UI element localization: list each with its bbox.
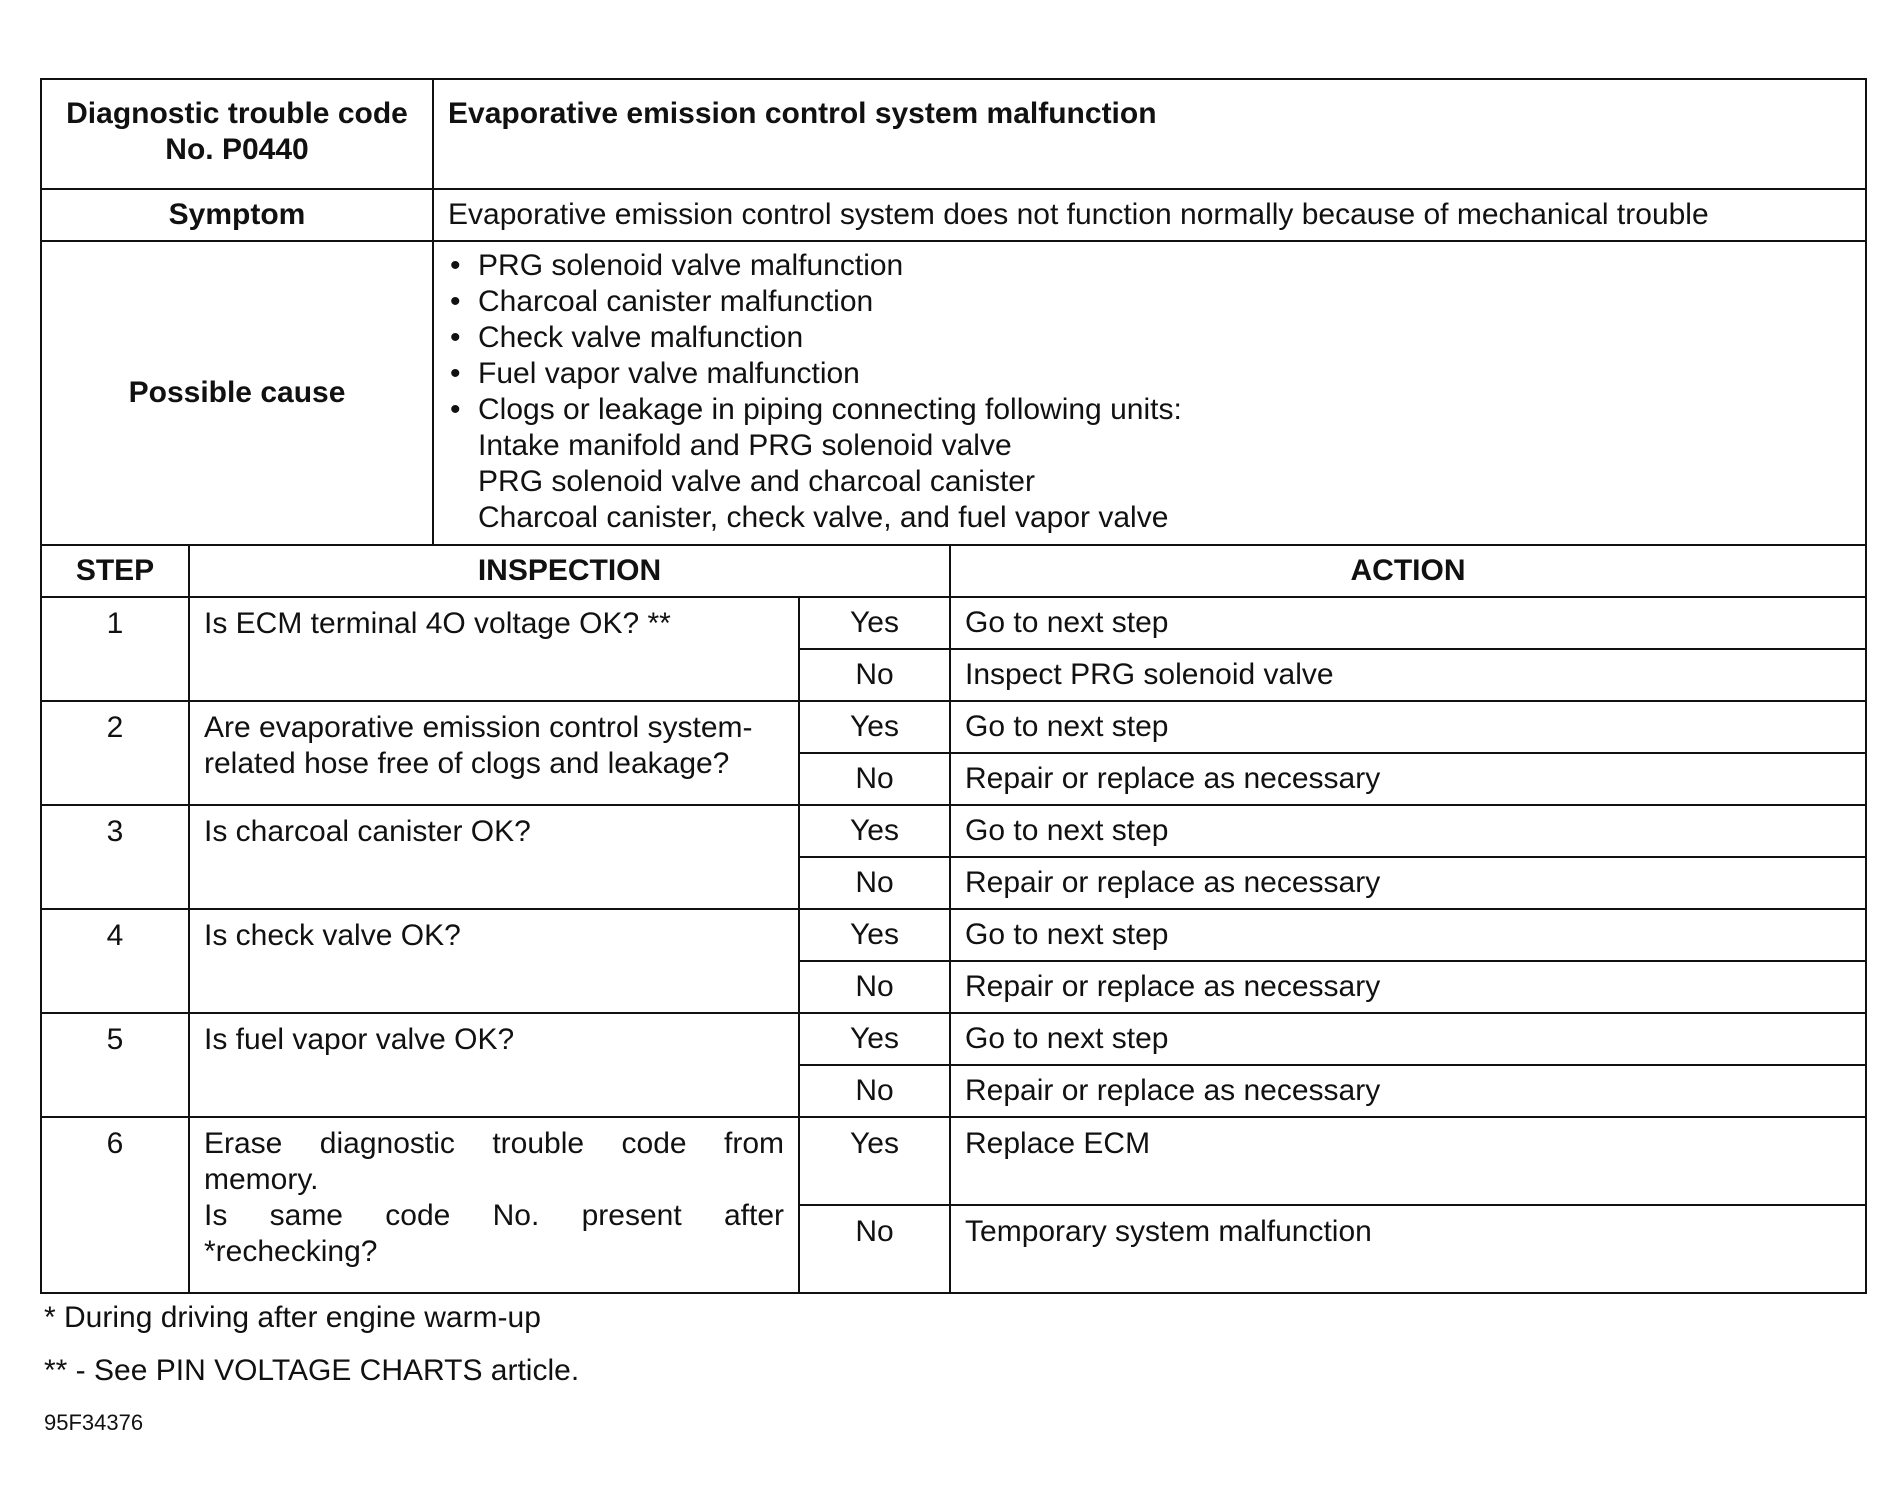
cause-sub-item: Intake manifold and PRG solenoid valve [478,429,1012,462]
no-label: No [799,1205,950,1293]
table-row [41,805,1866,857]
step-number: 3 [41,805,189,909]
inspection-question: Are evaporative emission control system-related hose free of clogs and leakage? [189,701,799,805]
yes-action: Go to next step [950,701,1866,753]
table-row [41,597,1866,649]
step-number: 4 [41,909,189,1013]
inspection-column-heading: INSPECTION [189,545,950,597]
table-row [41,909,1866,961]
yes-label: Yes [799,1117,950,1205]
cause-item: Clogs or leakage in piping connecting following units: [478,393,1182,426]
dtc-code-label: Diagnostic trouble code No. P0440 [41,79,433,189]
step-number: 1 [41,597,189,701]
symptom-label: Symptom [41,189,433,241]
no-action: Repair or replace as necessary [950,857,1866,909]
cause-item-piping [448,392,1851,536]
yes-label: Yes [799,805,950,857]
action-column-heading: ACTION [950,545,1866,597]
possible-cause-label: Possible cause [41,241,433,545]
footnote-recheck: * During driving after engine warm-up [44,1301,541,1334]
step-number: 6 [41,1117,189,1293]
cause-item: • Charcoal canister malfunction [448,284,1851,320]
yes-action: Go to next step [950,597,1866,649]
yes-action: Go to next step [950,805,1866,857]
step-column-heading: STEP [41,545,189,597]
possible-cause-list [433,241,1866,545]
yes-action: Go to next step [950,1013,1866,1065]
no-action: Temporary system malfunction [950,1205,1866,1293]
inspection-line: Is same code No. present after *rechecking? [204,1199,785,1268]
yes-action: Go to next step [950,909,1866,961]
cause-sub-item: Charcoal canister, check valve, and fuel vapor valve [478,501,1169,534]
table-row [41,1117,1866,1205]
no-label: No [799,961,950,1013]
symptom-text: Evaporative emission control system does not function normally because of mechanical trouble [433,189,1866,241]
inspection-question: Is ECM terminal 4O voltage OK? ** [189,597,799,701]
no-label: No [799,857,950,909]
symptom-row [41,189,1866,241]
possible-cause-row [41,241,1866,545]
footnote-pin-voltage: ** - See PIN VOLTAGE CHARTS article. [44,1354,580,1387]
header-row [41,79,1866,189]
cause-item: • Fuel vapor valve malfunction [448,356,1851,392]
inspection-question: Is charcoal canister OK? [189,805,799,909]
cause-bullet-list [448,248,1851,536]
inspection-question: Is fuel vapor valve OK? [189,1013,799,1117]
inspection-question [189,1117,799,1293]
cause-item: • Check valve malfunction [448,320,1851,356]
no-action: Inspect PRG solenoid valve [950,649,1866,701]
yes-label: Yes [799,1013,950,1065]
no-action: Repair or replace as necessary [950,961,1866,1013]
no-action: Repair or replace as necessary [950,1065,1866,1117]
step-number: 2 [41,701,189,805]
no-label: No [799,753,950,805]
column-heading-row [41,545,1866,597]
yes-action: Replace ECM [950,1117,1866,1205]
diagnostic-table [40,78,1867,1294]
yes-label: Yes [799,597,950,649]
yes-label: Yes [799,701,950,753]
inspection-question: Is check valve OK? [189,909,799,1013]
cause-item: • PRG solenoid valve malfunction [448,248,1851,284]
dtc-title: Evaporative emission control system malfunction [433,79,1866,189]
yes-label: Yes [799,909,950,961]
no-action: Repair or replace as necessary [950,753,1866,805]
no-label: No [799,649,950,701]
step-number: 5 [41,1013,189,1117]
table-row [41,701,1866,753]
figure-code: 95F34376 [44,1410,144,1435]
cause-sub-item: PRG solenoid valve and charcoal canister [478,465,1035,498]
inspection-line: Erase diagnostic trouble code from memory. [204,1127,785,1196]
table-row [41,1013,1866,1065]
no-label: No [799,1065,950,1117]
